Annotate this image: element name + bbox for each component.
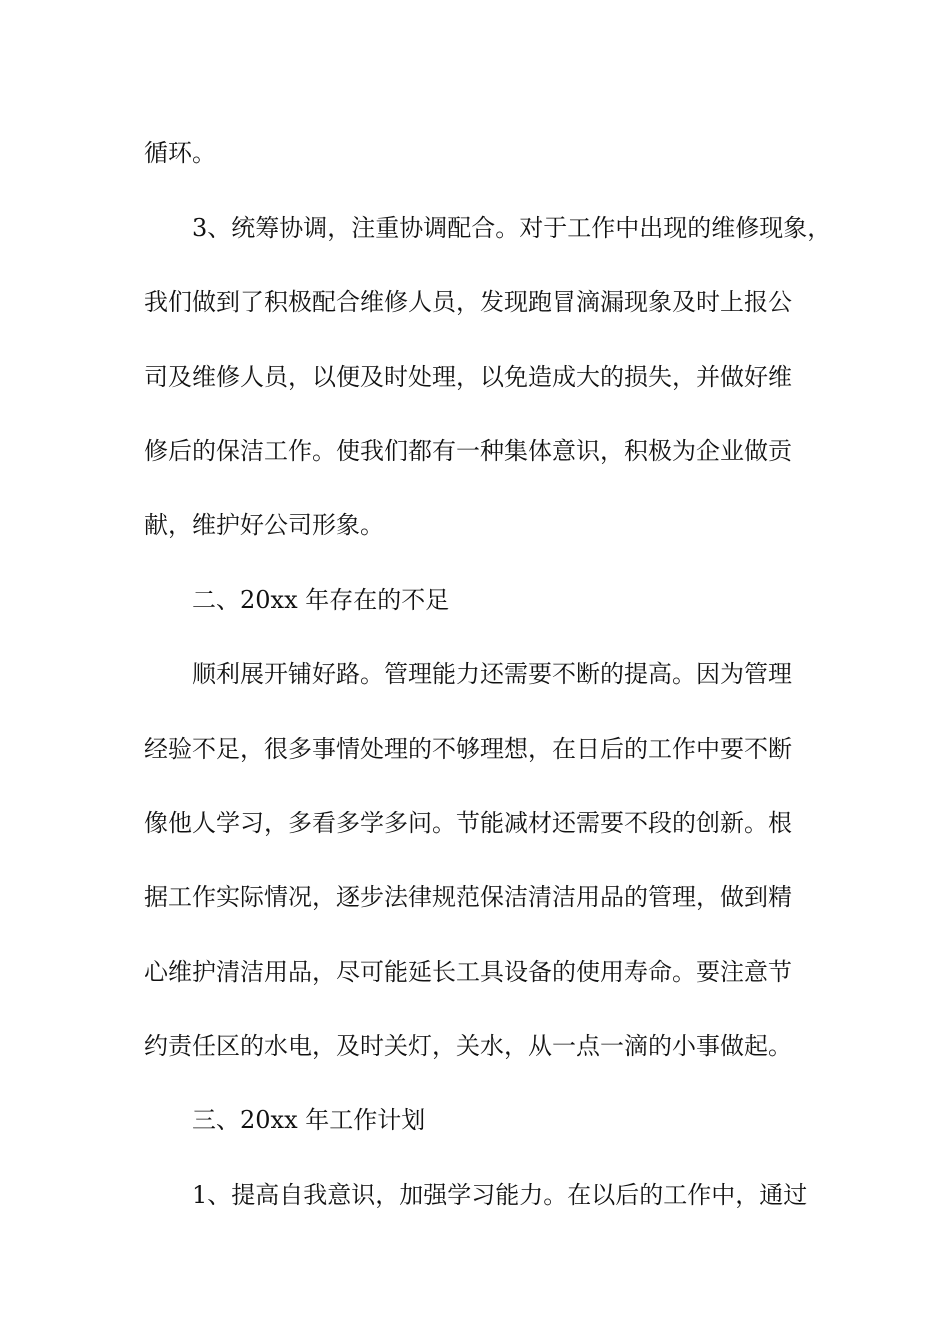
text-line: 顺利展开铺好路。管理能力还需要不断的提高。因为管理 (192, 660, 792, 688)
text-line: 修后的保洁工作。使我们都有一种集体意识，积极为企业做贡 (144, 437, 792, 465)
section-heading: 二、20xx 年存在的不足 (192, 586, 450, 614)
text-line: 3、统筹协调，注重协调配合。对于工作中出现的维修现象， (192, 214, 832, 242)
text-line: 心维护清洁用品，尽可能延长工具设备的使用寿命。要注意节 (144, 958, 792, 986)
text-line: 司及维修人员，以便及时处理，以免造成大的损失，并做好维 (144, 363, 792, 391)
text-line: 经验不足，很多事情处理的不够理想，在日后的工作中要不断 (144, 735, 792, 763)
text-line: 约责任区的水电，及时关灯，关水，从一点一滴的小事做起。 (144, 1032, 792, 1060)
text-line: 我们做到了积极配合维修人员，发现跑冒滴漏现象及时上报公 (144, 288, 792, 316)
text-line: 像他人学习，多看多学多问。节能减材还需要不段的创新。根 (144, 809, 792, 837)
text-line: 据工作实际情况，逐步法律规范保洁清洁用品的管理，做到精 (144, 883, 792, 911)
text-line: 献，维护好公司形象。 (144, 511, 384, 539)
section-heading: 三、20xx 年工作计划 (192, 1106, 426, 1134)
text-line: 循环。 (144, 139, 216, 167)
text-line: 1、提高自我意识，加强学习能力。在以后的工作中，通过 (192, 1181, 808, 1209)
